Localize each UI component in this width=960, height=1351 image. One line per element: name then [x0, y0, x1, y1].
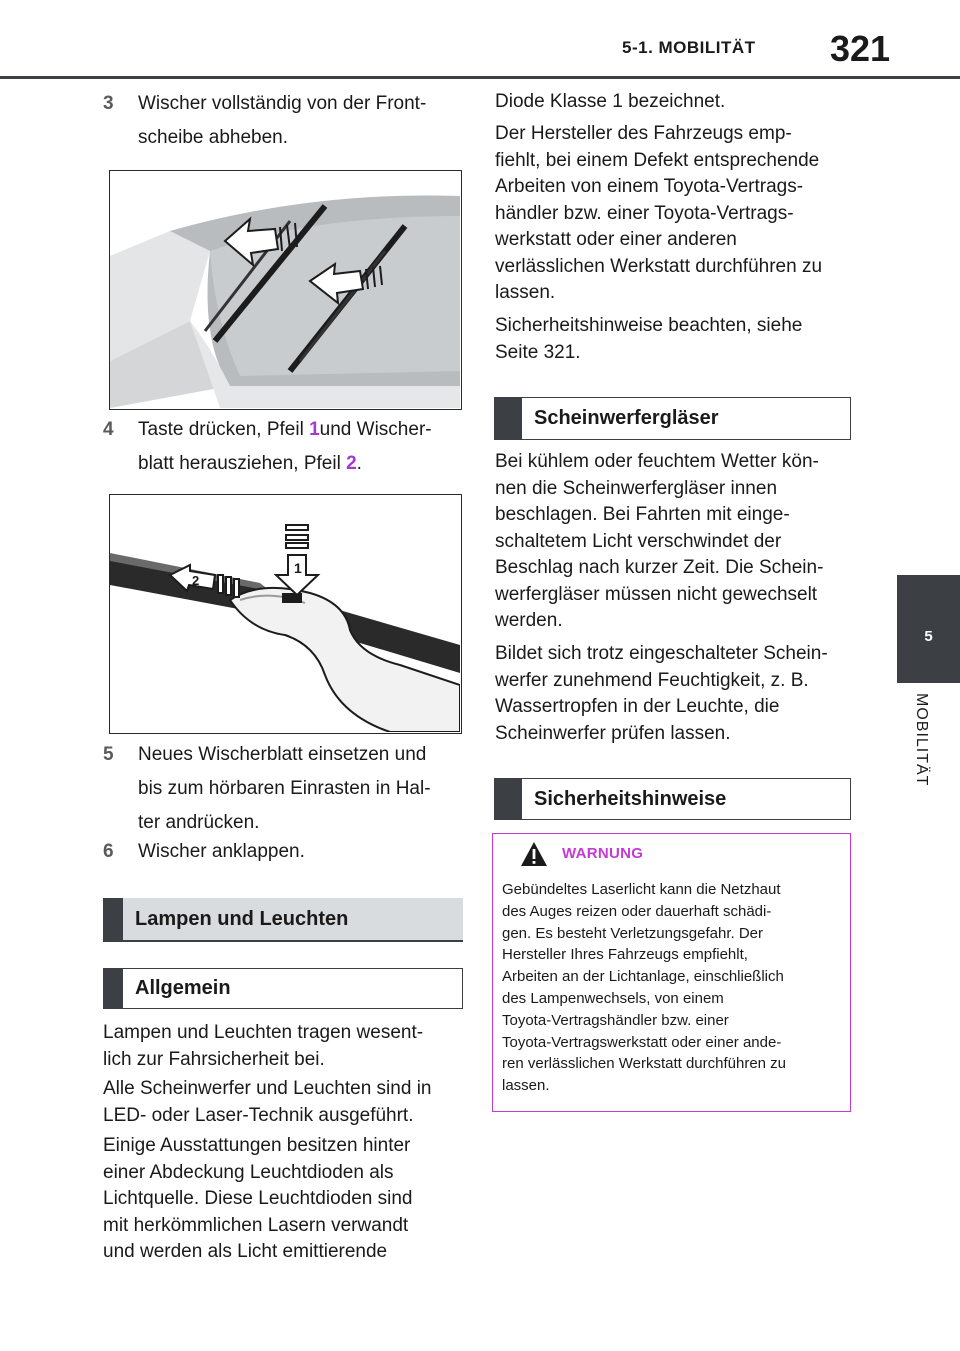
text-line: einer Abdeckung Leuchtdioden als	[103, 1161, 394, 1183]
paragraph	[495, 121, 855, 307]
warning-title: WARNUNG	[562, 845, 644, 862]
text-line: Bildet sich trotz eingeschalteter Schein-	[495, 643, 828, 664]
step-text: blatt herausziehen, Pfeil	[138, 453, 347, 474]
step-6	[103, 835, 463, 869]
text-line: Scheinwerfer prüfen lassen.	[495, 722, 731, 744]
step-text-line: Neues Wischerblatt einsetzen und	[138, 744, 427, 765]
step-text: Taste drücken, Pfeil	[138, 419, 310, 440]
text-line: werkstatt oder einer anderen	[495, 229, 737, 250]
heading-bar	[103, 898, 123, 940]
text-line: beschlagen. Bei Fahrten mit einge-	[495, 504, 790, 525]
paragraph	[103, 1020, 463, 1073]
figure-label-2: 2	[192, 573, 200, 588]
subsection-heading-general	[103, 968, 463, 1009]
text-line: Arbeiten an der Lichtanlage, einschließlich	[502, 968, 784, 986]
text-line: lassen.	[495, 282, 556, 303]
chapter-tab-number: 5	[924, 628, 933, 645]
text-line: schaltetem Licht verschwindet der	[495, 530, 782, 552]
text-line: Diode Klasse 1 bezeichnet.	[495, 91, 726, 112]
subsection-heading-text: Allgemein	[135, 977, 231, 999]
running-header-section: 5-1. MOBILITÄT	[622, 38, 756, 57]
text-line: lich zur Fahrsicherheit bei.	[103, 1048, 325, 1070]
text-line: Arbeiten von einem Toyota-Vertrags-	[495, 176, 804, 197]
arrow-ref-1: 1	[309, 419, 320, 440]
step-3	[103, 87, 463, 155]
step-number: 5	[103, 744, 114, 765]
step-text-line: scheibe abheben.	[138, 127, 289, 148]
paragraph	[495, 641, 855, 747]
text-line: gen. Es besteht Verletzungsgefahr. Der	[502, 924, 763, 942]
text-line: Der Hersteller des Fahrzeugs emp-	[495, 123, 792, 144]
section-heading-text: Lampen und Leuchten	[135, 907, 349, 930]
step-4	[103, 413, 463, 481]
text-line: ren verlässlichen Werkstatt durchführen zu	[502, 1055, 787, 1073]
heading-bar	[494, 398, 522, 439]
text-line: Seite 321.	[495, 341, 581, 363]
text-line: Toyota-Vertragshändler bzw. einer	[502, 1011, 729, 1029]
step-text-line: ter andrücken.	[138, 812, 260, 833]
chapter-tab-label: MOBILITÄT	[913, 693, 930, 787]
text-line: werfergläser müssen nicht gewechselt	[495, 583, 818, 605]
subsection-heading-headlight-glass	[494, 397, 851, 440]
warning-triangle-icon	[520, 841, 548, 867]
arrow-ref-2: 2	[346, 453, 357, 474]
text-line: verlässlichen Werkstatt durchführen zu	[495, 255, 823, 277]
step-5	[103, 738, 463, 840]
step-text: .	[356, 453, 362, 474]
warning-text	[502, 879, 842, 1097]
paragraph	[495, 89, 855, 116]
text-line: Sicherheitshinweise beachten, siehe	[495, 315, 803, 336]
step-text-line	[103, 413, 463, 447]
text-line: Toyota-Vertragswerkstatt oder einer ande-	[502, 1033, 782, 1051]
step-number: 3	[103, 93, 114, 114]
step-text-line: bis zum hörbaren Einrasten in Hal-	[138, 778, 431, 799]
header-rule	[0, 76, 960, 79]
text-line: Hersteller Ihres Fahrzeugs empfiehlt,	[502, 946, 748, 964]
text-line: werden.	[495, 610, 563, 631]
text-line: Gebündeltes Laserlicht kann die Netzhaut	[502, 881, 781, 898]
text-line: des Lampenwechsels, von einem	[502, 989, 724, 1007]
step-number: 6	[103, 841, 114, 862]
text-line: lassen.	[502, 1077, 550, 1095]
step-number: 4	[103, 419, 114, 440]
text-line: Lichtquelle. Diese Leuchtdioden sind	[103, 1188, 413, 1209]
text-line: mit herkömmlichen Lasern verwandt	[103, 1214, 409, 1236]
figure-wiper-blade-release	[109, 494, 462, 734]
text-line: Alle Scheinwerfer und Leuchten sind in	[103, 1078, 432, 1099]
figure-wiper-windshield	[109, 170, 462, 410]
subsection-heading-safety	[494, 778, 851, 820]
text-line: werfer zunehmend Feuchtigkeit, z. B.	[495, 669, 809, 691]
text-line: Bei kühlem oder feuchtem Wetter kön-	[495, 451, 819, 472]
step-text: und Wischer-	[319, 419, 432, 440]
text-line: fiehlt, bei einem Defekt entsprechende	[495, 149, 820, 171]
subsection-heading-text: Scheinwerfergläser	[534, 407, 719, 429]
text-line: LED- oder Laser-Technik ausgeführt.	[103, 1104, 414, 1126]
text-line: Wassertropfen in der Leuchte, die	[495, 696, 780, 717]
text-line: nen die Scheinwerfergläser innen	[495, 477, 778, 499]
wiper-windshield-illustration	[110, 171, 460, 408]
heading-bar	[494, 779, 522, 819]
subsection-heading-text: Sicherheitshinweise	[534, 787, 727, 810]
section-heading-lamps	[103, 898, 463, 942]
text-line: des Auges reizen oder dauerhaft schädi-	[502, 902, 772, 920]
wiper-blade-illustration	[110, 495, 460, 732]
figure-label-1: 1	[294, 560, 302, 576]
paragraph	[103, 1133, 463, 1266]
text-line: Einige Ausstattungen besitzen hinter	[103, 1135, 411, 1156]
heading-bar	[103, 969, 123, 1008]
step-text-line: Wischer vollständig von der Front-	[138, 93, 427, 114]
paragraph	[495, 449, 855, 635]
step-text-line	[103, 447, 463, 481]
text-line: händler bzw. einer Toyota-Vertrags-	[495, 202, 794, 224]
step-text-line: Wischer anklappen.	[138, 841, 305, 862]
paragraph	[495, 313, 855, 366]
text-line: Lampen und Leuchten tragen wesent-	[103, 1022, 424, 1043]
page-number: 321	[830, 28, 891, 69]
text-line: und werden als Licht emittierende	[103, 1241, 388, 1262]
paragraph	[103, 1076, 463, 1129]
text-line: Beschlag nach kurzer Zeit. Die Schein-	[495, 557, 824, 578]
